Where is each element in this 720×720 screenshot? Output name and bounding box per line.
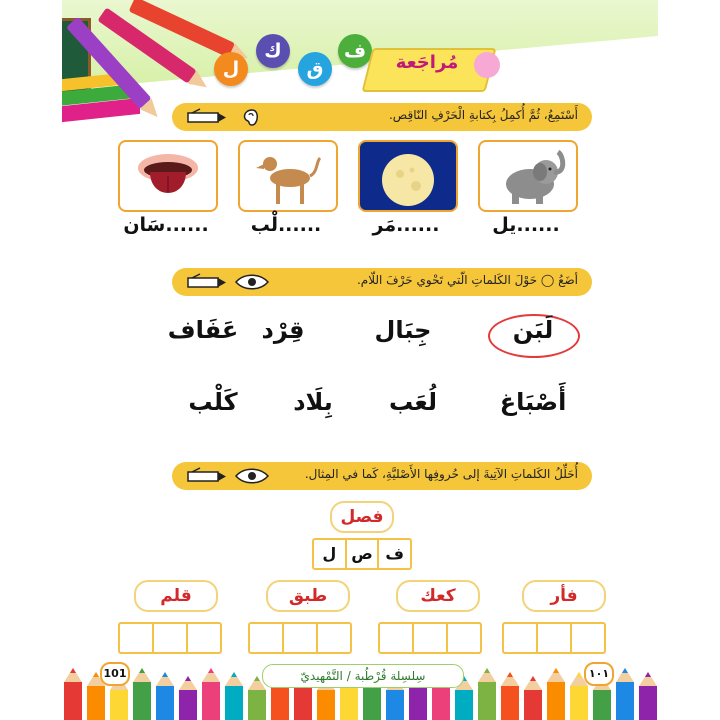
- pencil-lead: [622, 668, 628, 673]
- pencil-body: [478, 682, 496, 720]
- answer-cells[interactable]: [378, 622, 482, 654]
- pencil-lead: [70, 668, 76, 673]
- eye-icon: [236, 469, 268, 483]
- word-item: أَصْبَاغ: [499, 388, 567, 416]
- pencil-body: [455, 690, 473, 720]
- answer-cell[interactable]: [412, 624, 446, 652]
- pencil-body: [110, 690, 128, 720]
- pencil-icon: [188, 109, 226, 122]
- incomplete-word: ......يل: [492, 214, 560, 236]
- answer-cell[interactable]: [186, 624, 220, 652]
- letter-circle: ف: [338, 34, 372, 68]
- letter-circle: ل: [214, 52, 248, 86]
- picture-box-dog: [238, 140, 338, 212]
- word-item: عَفَاف: [167, 316, 239, 344]
- pencil-lead: [162, 672, 168, 677]
- letter-cell: ص: [345, 540, 378, 568]
- instruction-bar-1: [172, 103, 592, 131]
- instruction-text: أضَعُ ◯ حَوْلَ الكَلماتِ الّتي تَحْوي حَرْفَ اللّام.: [356, 273, 578, 287]
- word-to-analyze: كعك: [396, 580, 480, 612]
- pencil-lead: [254, 676, 260, 681]
- answer-cell[interactable]: [536, 624, 570, 652]
- incomplete-word: ......سَان: [123, 214, 209, 236]
- pencil-body: [225, 686, 243, 720]
- pencil-lead: [484, 668, 490, 673]
- incomplete-word: ......مَر: [372, 214, 440, 236]
- letter-circle: ق: [298, 52, 332, 86]
- pencil-body: [363, 686, 381, 720]
- answer-cell[interactable]: [152, 624, 186, 652]
- worksheet-page: [62, 0, 658, 720]
- answer-cell[interactable]: [446, 624, 480, 652]
- tongue-icon: [120, 142, 216, 210]
- pencil-lead: [645, 672, 651, 677]
- page-number-right: ١٠١: [584, 662, 614, 686]
- answer-cell[interactable]: [570, 624, 604, 652]
- pencil-body: [294, 686, 312, 720]
- answer-cells[interactable]: [118, 622, 222, 654]
- pencil-lead: [553, 668, 559, 673]
- page-title: مُراجَعة: [395, 52, 459, 73]
- pencil-body: [248, 690, 266, 720]
- pencil-lead: [139, 668, 145, 673]
- pencil-body: [593, 690, 611, 720]
- example-word: فصل: [330, 501, 394, 533]
- word-item: لَبَن: [512, 316, 554, 344]
- pencil-lead: [185, 676, 191, 681]
- pencil-body: [317, 690, 335, 720]
- word-item: جِبَال: [374, 316, 432, 344]
- letter-cell: ف: [377, 540, 410, 568]
- pencil-body: [524, 690, 542, 720]
- instruction-bar-2: [172, 268, 592, 296]
- pencil-body: [202, 682, 220, 720]
- pencil-body: [64, 682, 82, 720]
- word-to-analyze: طبق: [266, 580, 350, 612]
- answer-cell[interactable]: [316, 624, 350, 652]
- answer-cell[interactable]: [504, 624, 536, 652]
- pencil-lead: [231, 672, 237, 677]
- answer-cell[interactable]: [282, 624, 316, 652]
- incomplete-word: ......لْب: [250, 214, 322, 236]
- pencil-body: [432, 686, 450, 720]
- word-item: كَلْب: [188, 388, 238, 416]
- answer-cell[interactable]: [250, 624, 282, 652]
- pencil-body: [386, 690, 404, 720]
- pencil-lead: [530, 676, 536, 681]
- ear-icon: [245, 110, 258, 125]
- pencil-body: [179, 690, 197, 720]
- pencil-lead: [208, 668, 214, 673]
- pencil-icon: [188, 274, 226, 287]
- picture-box-moon: [358, 140, 458, 212]
- pencil-lead: [93, 672, 99, 677]
- word-item: قِرْد: [261, 316, 305, 344]
- answer-cells[interactable]: [248, 622, 352, 654]
- pencil-body: [133, 682, 151, 720]
- moon-icon: [360, 142, 456, 210]
- letter-cell: ل: [322, 544, 337, 563]
- elephant-icon: [480, 142, 576, 210]
- pencil-lead: [507, 672, 513, 677]
- word-to-analyze: فأر: [522, 580, 606, 612]
- answer-cells[interactable]: [502, 622, 606, 654]
- word-to-analyze: قلم: [134, 580, 218, 612]
- picture-box-elephant: [478, 140, 578, 212]
- instruction-text: أَسْتَمِعُ، ثُمَّ أُكمِلُ بِكتابةِ الْحَرْفِ النّاقِص.: [388, 108, 578, 122]
- pencil-body: [616, 682, 634, 720]
- letter-circle: ك: [256, 34, 290, 68]
- page-number-left: 101: [100, 662, 130, 686]
- pencil-body: [501, 686, 519, 720]
- answer-cell[interactable]: [380, 624, 412, 652]
- pencil-body: [156, 686, 174, 720]
- dog-icon: [240, 142, 336, 210]
- pencil-icon: [188, 468, 226, 481]
- instruction-text: أُحَلِّلُ الكَلماتِ الآتِيةَ إلى حُروفِها الأَصْليَّةِ، كَما في المِثال.: [304, 467, 578, 481]
- answer-cell[interactable]: [120, 624, 152, 652]
- example-letter-cells: [312, 538, 412, 570]
- word-item: لُعَب: [389, 388, 437, 416]
- instruction-bar-3: [172, 462, 592, 490]
- picture-box-tongue: [118, 140, 218, 212]
- pencil-body: [639, 686, 657, 720]
- pencil-body: [87, 686, 105, 720]
- word-item: بِلَاد: [293, 388, 333, 416]
- pencil-body: [570, 686, 588, 720]
- pencil-body: [547, 682, 565, 720]
- eye-icon: [236, 275, 268, 289]
- pencil-lead: [576, 672, 582, 677]
- series-title: سِلسِلة قُرْطُبة / التَّمْهيديّ: [262, 664, 464, 688]
